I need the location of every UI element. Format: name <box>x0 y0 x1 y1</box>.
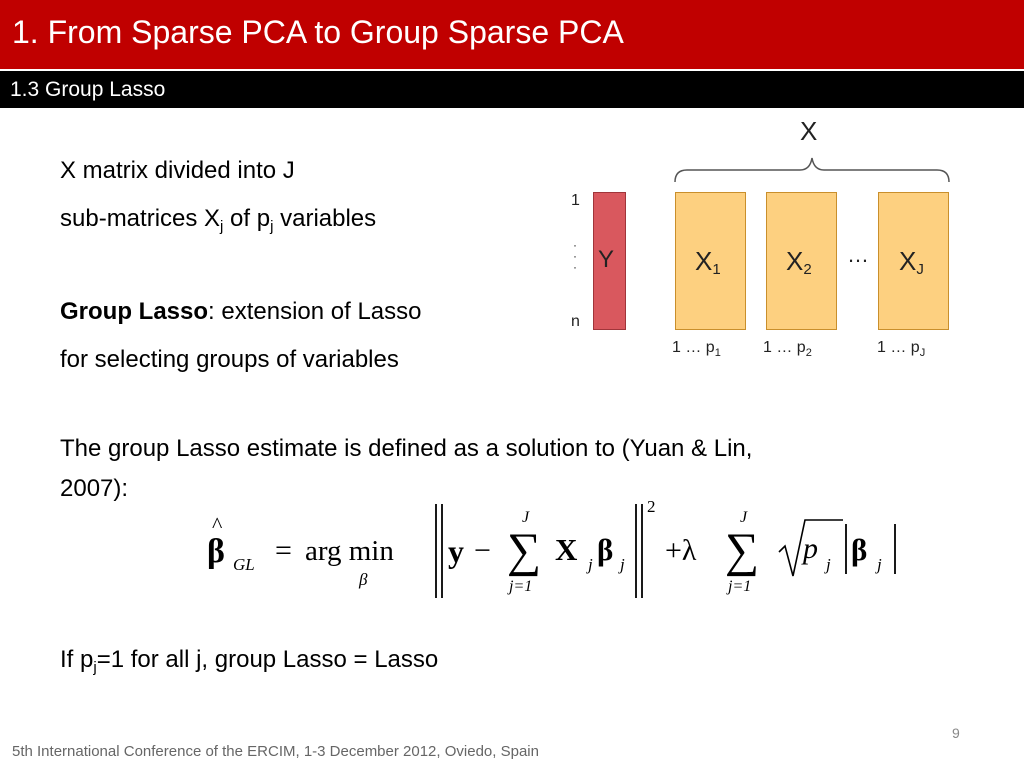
matrix-diagram <box>560 112 980 372</box>
p-symbol: p <box>803 532 818 565</box>
body-line-2-sub1: j <box>220 218 224 235</box>
x2-label-main: X <box>786 246 804 276</box>
squared-exponent: 2 <box>647 497 656 516</box>
x2-column-range-sub: 2 <box>805 347 812 360</box>
argmin-subscript-beta: β <box>359 570 368 589</box>
page-number: 9 <box>952 725 960 741</box>
x1-column-range-prefix: 1 … p <box>672 339 715 356</box>
body-line-2-suffix: variables <box>273 205 377 232</box>
argmin-operator: arg min <box>305 535 394 567</box>
summation-1-lower: j=1 <box>509 578 533 595</box>
body-line-1: X matrix divided into J <box>60 157 295 184</box>
x1-label-sub: 1 <box>712 261 721 278</box>
summation-2-lower: j=1 <box>728 578 752 595</box>
xj-column-range <box>877 339 925 359</box>
row-index-start: 1 <box>571 192 580 209</box>
x1-label-main: X <box>695 246 713 276</box>
y-label: Y <box>598 246 615 273</box>
body-line-2-prefix: sub-matrices X <box>60 205 221 232</box>
beta-subscript-j-1: j <box>620 555 625 574</box>
body-line-2 <box>60 205 376 233</box>
conclusion-suffix: =1 for all j, group Lasso = Lasso <box>96 646 439 673</box>
x2-label-sub: 2 <box>803 261 812 278</box>
x-subscript-j: j <box>588 555 593 574</box>
hat-symbol: ^ <box>212 512 223 537</box>
x2-label <box>786 246 812 277</box>
gl-subscript: GL <box>233 555 255 574</box>
equals-sign: = <box>275 534 292 567</box>
body-line-2-sub2: j <box>270 218 274 235</box>
x1-column-range-sub: 1 <box>714 347 721 360</box>
estimate-line-1: The group Lasso estimate is defined as a solution to (Yuan & Lin, <box>60 435 753 462</box>
minus-sign: − <box>474 534 491 567</box>
footer-text: 5th International Conference of the ERCIM, 1-3 December 2012, Oviedo, Spain <box>12 743 539 760</box>
x1-column-range <box>672 339 721 359</box>
summation-1: ∑ <box>507 524 542 577</box>
beta-subscript-j-2: j <box>877 555 882 574</box>
slide-title: 1. From Sparse PCA to Group Sparse PCA <box>12 14 624 50</box>
group-lasso-term: Group Lasso <box>60 298 209 325</box>
estimate-line-2: 2007): <box>60 475 129 502</box>
row-index-dots: · · · <box>573 238 577 274</box>
xj-label-sub: J <box>916 261 924 278</box>
x-matrix-symbol: X <box>555 532 578 567</box>
xj-column-range-prefix: 1 … p <box>877 339 920 356</box>
conclusion-prefix: If p <box>60 646 94 673</box>
xj-label <box>899 246 924 277</box>
body-line-4: for selecting groups of variables <box>60 346 399 373</box>
beta-symbol-1: β <box>597 532 614 567</box>
x2-column-range-prefix: 1 … p <box>763 339 806 356</box>
beta-symbol-2: β <box>851 532 868 567</box>
x1-label <box>695 246 721 277</box>
body-line-2-mid: of p <box>223 205 271 232</box>
group-lasso-definition: : extension of Lasso <box>208 298 422 325</box>
y-vector-symbol: y <box>448 533 464 569</box>
xj-label-main: X <box>899 246 917 276</box>
plus-lambda: +λ <box>665 534 697 567</box>
row-index-end: n <box>571 313 580 330</box>
body-line-3 <box>60 298 422 326</box>
matrix-ellipsis: … <box>847 242 869 267</box>
summation-2-upper: J <box>740 509 748 526</box>
beta-hat-symbol: β <box>207 533 225 570</box>
summation-1-upper: J <box>522 509 530 526</box>
p-subscript-j: j <box>826 555 831 574</box>
diagram-x-label: X <box>800 116 818 146</box>
conclusion-sub: j <box>93 659 97 676</box>
group-lasso-formula <box>195 490 915 610</box>
slide-subtitle: 1.3 Group Lasso <box>10 78 166 101</box>
xj-column-range-sub: J <box>919 347 926 360</box>
summation-2: ∑ <box>725 524 760 577</box>
x2-column-range <box>763 339 812 359</box>
conclusion-line <box>60 646 438 674</box>
group-brace <box>560 112 980 192</box>
